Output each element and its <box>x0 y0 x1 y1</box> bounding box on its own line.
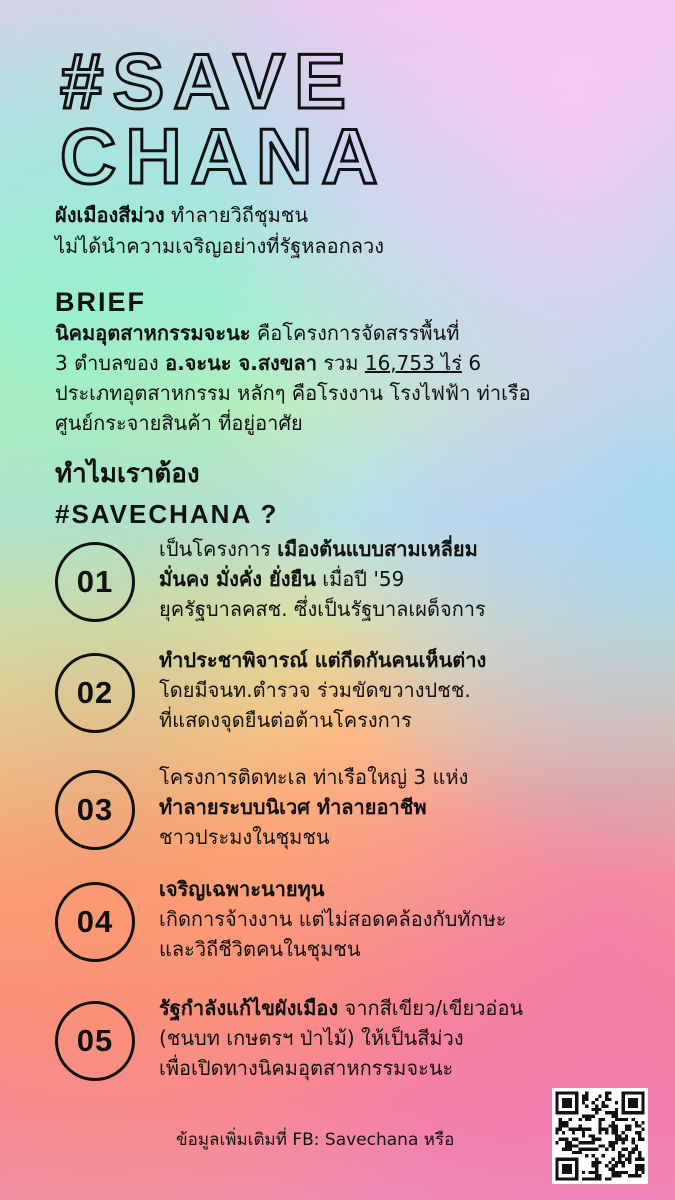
reason-04-l3: และวิถีชีวิตคนในชุมชน <box>159 937 361 961</box>
intro-bold: ผังเมืองสีม่วง <box>55 203 165 227</box>
number-circle: 01 <box>55 542 135 622</box>
reason-01-l1-bold: เมืองต้นแบบสามเหลี่ยม <box>277 537 478 561</box>
reason-02-l3: ที่แสดงจุดยืนต่อต้านโครงการ <box>159 708 412 732</box>
intro-line-2: ไม่ได้นำความเจริญอย่างที่รัฐหลอกลวง <box>55 234 385 258</box>
reason-01-l1-a: เป็นโครงการ <box>159 537 278 561</box>
brief-line-4: ศูนย์กระจายสินค้า ที่อยู่อาศัย <box>55 411 303 435</box>
reason-03-l3: ชาวประมงในชุมชน <box>159 825 330 849</box>
reason-01-l2-rest: เมื่อปี '59 <box>315 567 405 591</box>
reason-03-l1: โครงการติดทะเล ท่าเรือใหญ่ 3 แห่ง <box>159 765 469 789</box>
brief-l2-b: รวม <box>316 351 365 375</box>
brief-l2-c: 6 <box>461 351 482 375</box>
why-heading <box>55 454 278 534</box>
reason-text <box>159 645 649 735</box>
reason-text <box>159 874 649 964</box>
reason-02-l2: โดยมีจนท.ตำรวจ ร่วมขัดขวางปชช. <box>159 678 471 702</box>
brief-bold-1: นิคมอุตสาหกรรมจะนะ <box>55 321 251 345</box>
reason-text <box>159 762 649 852</box>
brief-rest-1: คือโครงการจัดสรรพื้นที่ <box>250 321 460 345</box>
brief-line-3: ประเภทอุตสาหกรรม หลักๆ คือโรงงาน โรงไฟฟ้า ท่าเรือ <box>55 381 531 405</box>
reason-04-l1-bold: เจริญเฉพาะนายทุน <box>159 877 325 901</box>
reason-05-l1-rest: จากสีเขียว/เขียวอ่อน <box>338 996 524 1020</box>
reason-05-l2: (ชนบท เกษตรฯ ป่าไม้) ให้เป็นสีม่วง <box>159 1026 464 1050</box>
number-circle: 02 <box>55 653 135 733</box>
reason-text <box>159 993 649 1083</box>
number-circle: 05 <box>55 1001 135 1081</box>
reason-01-l3: ยุครัฐบาลคสช. ซึ่งเป็นรัฐบาลเผด็จการ <box>159 597 486 621</box>
reason-04-l2: เกิดการจ้างงาน แต่ไม่สอดคล้องกับทักษะ <box>159 907 507 931</box>
why-hashtag: #SAVECHANA ? <box>55 499 279 529</box>
brief-area: 16,753 ไร่ <box>364 351 462 375</box>
headline-line-1: #SAVE <box>60 37 355 125</box>
reason-01-l2-bold: มั่นคง มั่งคั่ง ยั่งยืน <box>159 567 316 591</box>
brief-title: BRIEF <box>55 287 146 317</box>
reason-02-l1-bold: ทำประชาพิจารณ์ แต่กีดกันคนเห็นต่าง <box>159 648 487 672</box>
brief-text <box>55 318 645 438</box>
headline-line-2: CHANA <box>60 112 387 200</box>
footer-text: ข้อมูลเพิ่มเติมที่ FB: Savechana หรือ <box>176 1130 455 1150</box>
reason-05-l1-bold: รัฐกำลังแก้ไขผังเมือง <box>159 996 339 1020</box>
reason-03-l2-bold: ทำลายระบบนิเวศ ทำลายอาชีพ <box>159 795 427 819</box>
reason-text <box>159 534 649 624</box>
intro-text <box>55 200 635 262</box>
brief-location: อ.จะนะ จ.สงขลา <box>165 351 317 375</box>
qr-code-icon[interactable] <box>552 1088 648 1184</box>
intro-rest: ทำลายวิถีชุมชน <box>164 203 308 227</box>
number-circle: 03 <box>55 770 135 850</box>
number-circle: 04 <box>55 882 135 962</box>
reason-05-l3: เพื่อเปิดทางนิคมอุตสาหกรรมจะนะ <box>159 1056 454 1080</box>
brief-l2-a: 3 ตำบลของ <box>55 351 166 375</box>
why-line-1: ทำไมเราต้อง <box>55 459 200 489</box>
